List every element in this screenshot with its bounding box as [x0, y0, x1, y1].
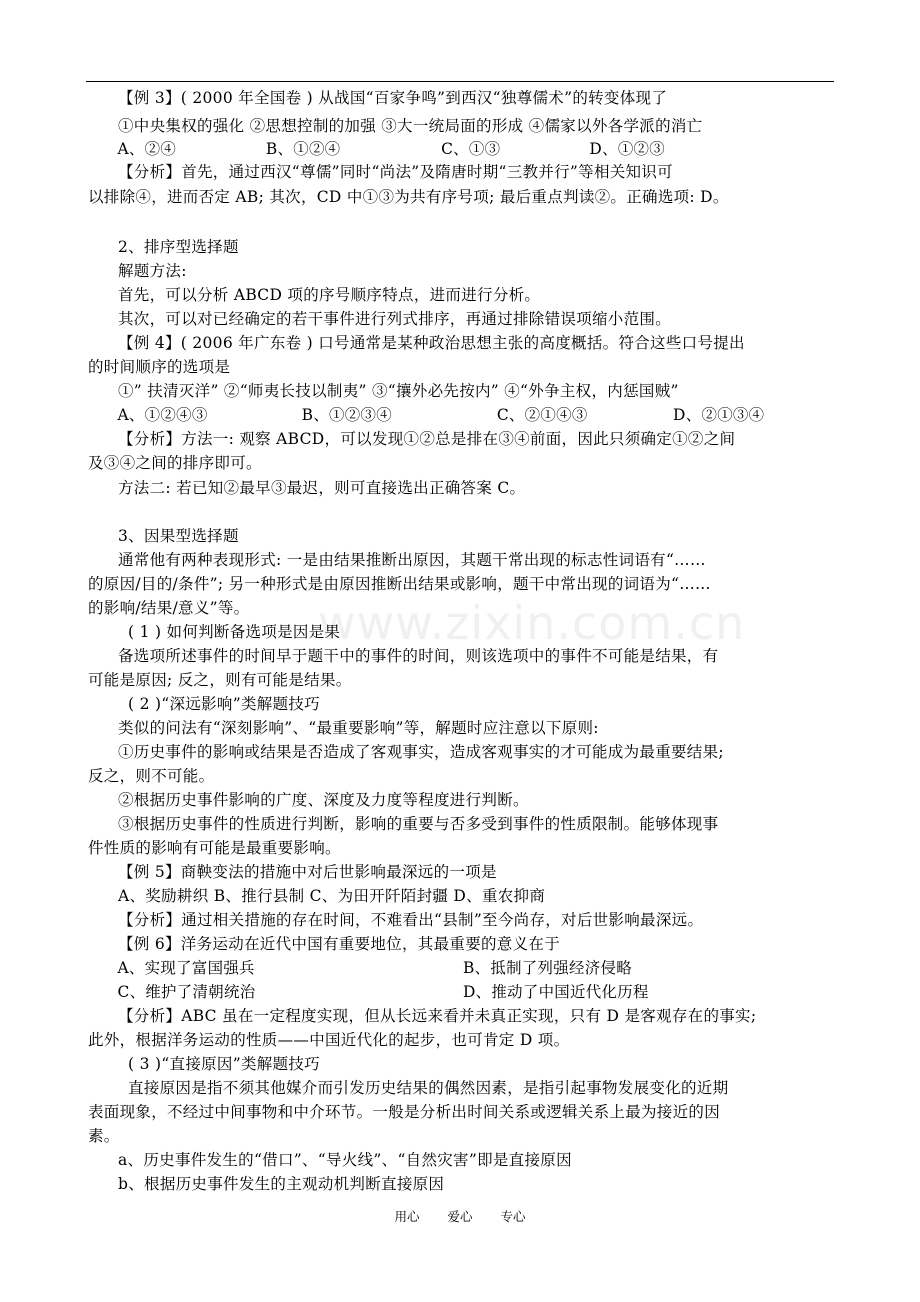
example-4-question: 【例 4】( 2006 年广东卷 ) 口号通常是某种政治思想主张的高度概括。符合这些口号提出 — [118, 334, 745, 352]
principle-1: ①历史事件的影响或结果是否造成了客观事实，造成客观事实的才可能成为最重要结果; — [118, 743, 724, 761]
option-d: D、②①③④ — [673, 406, 765, 424]
method-step-1: 首先，可以分析 ABCD 项的序号顺序特点，进而进行分析。 — [118, 286, 541, 304]
option-c: C、①③ — [441, 140, 501, 158]
option-c: C、维护了清朝统治 — [117, 983, 256, 1001]
example-6-analysis: 【分析】ABC 虽在一定程度实现，但从长远来看并未真正实现，只有 D 是客观存在的事实; — [118, 1007, 757, 1025]
principle-3-cont: 件性质的影响有可能是最重要影响。 — [88, 839, 341, 857]
option-d: D、①②③ — [589, 140, 666, 158]
footer-text: 爱心 — [447, 1209, 473, 1224]
subsection-2-heading: ( 2 )“深远影响”类解题技巧 — [128, 695, 320, 713]
section-3-intro-cont: 的原因/目的/条件”; 另一种形式是由原因推断出结果或影响，题干中常出现的词语为“…… — [88, 575, 711, 593]
subsection-1-heading: ( 1 ) 如何判断备选项是因是果 — [128, 623, 341, 641]
principle-2: ②根据历史事件影响的广度、深度及力度等程度进行判断。 — [118, 791, 529, 809]
example-3-statements: ①中央集权的强化 ②思想控制的加强 ③大一统局面的形成 ④儒家以外各学派的消亡 — [118, 117, 703, 135]
example-5-analysis: 【分析】通过相关措施的存在时间，不难看出“县制”至今尚存，对后世影响最深远。 — [118, 911, 704, 929]
example-4-slogans: ①” 扶清灭洋” ②“师夷长技以制夷” ③“攘外必先按内” ④“外争主权，内惩国贼” — [118, 382, 679, 400]
subsection-2-intro: 类似的问法有“深刻影响”、“最重要影响”等，解题时应注意以下原则: — [118, 719, 599, 737]
subsection-3-text-end: 素。 — [88, 1127, 120, 1145]
option-a: A、实现了富国强兵 — [117, 959, 255, 977]
method-step-2: 其次，可以对已经确定的若干事件进行列式排序，再通过排除错误项缩小范围。 — [118, 310, 672, 328]
method-label: 解题方法: — [118, 262, 187, 280]
option-c: C、②①④③ — [496, 406, 588, 424]
example-3-analysis-cont: 以排除④，进而否定 AB; 其次，CD 中①③为共有序号项; 最后重点判读②。正确选项: D。 — [88, 188, 729, 206]
option-a: A、②④ — [117, 140, 177, 158]
watermark-text: www.zixin.com.cn — [318, 596, 746, 650]
subsection-3-text: 直接原因是指不须其他媒介而引发历史结果的偶然因素，是指引起事物发展变化的近期 — [128, 1079, 729, 1097]
example-4-question-cont: 的时间顺序的选项是 — [88, 358, 231, 376]
section-3-intro: 通常他有两种表现形式: 一是由结果推断出原因，其题干常出现的标志性词语有“…… — [118, 551, 706, 569]
section-2-heading: 2、排序型选择题 — [118, 238, 239, 256]
section-3-heading: 3、因果型选择题 — [118, 527, 239, 545]
example-4-method-2: 方法二: 若已知②最早③最迟，则可直接选出正确答案 C。 — [118, 479, 526, 497]
principle-3: ③根据历史事件的性质进行判断，影响的重要与否多受到事件的性质限制。能够体现事 — [118, 815, 719, 833]
footer-text: 用心 — [394, 1209, 420, 1224]
option-b: B、抵制了列强经济侵略 — [462, 959, 632, 977]
subsection-1-text-cont: 可能是原因; 反之，则有可能是结果。 — [88, 671, 352, 689]
example-3-question: 【例 3】( 2000 年全国卷 ) 从战国“百家争鸣”到西汉“独尊儒术”的转变体现了 — [118, 89, 668, 107]
example-4-analysis-cont: 及③④之间的排序即可。 — [88, 454, 262, 472]
header-rule — [86, 81, 834, 82]
example-3-analysis: 【分析】首先，通过西汉“尊儒”同时“尚法”及隋唐时期“三教并行”等相关知识可 — [118, 163, 673, 181]
option-b: B、①②③④ — [301, 406, 392, 424]
subsection-3-heading: ( 3 )“直接原因”类解题技巧 — [128, 1055, 320, 1073]
footer-text: 专心 — [500, 1209, 526, 1224]
example-6-question: 【例 6】洋务运动在近代中国有重要地位，其最重要的意义在于 — [118, 935, 560, 953]
principle-1-cont: 反之，则不可能。 — [88, 767, 215, 785]
subsection-3-text-cont: 表面现象，不经过中间事物和中介环节。一般是分析出时间关系或逻辑关系上最为接近的因 — [88, 1103, 721, 1121]
example-4-analysis: 【分析】方法一: 观察 ABCD，可以发现①②总是排在③④前面，因此只须确定①②之间 — [118, 430, 736, 448]
section-3-intro-end: 的影响/结果/意义”等。 — [88, 599, 250, 617]
rule-a: a、历史事件发生的“借口”、“导火线”、“自然灾害”即是直接原因 — [118, 1151, 572, 1169]
subsection-1-text: 备选项所述事件的时间早于题干中的事件的时间，则该选项中的事件不可能是结果，有 — [118, 647, 719, 665]
page-footer — [0, 1207, 920, 1225]
option-a: A、①②④③ — [117, 406, 208, 424]
rule-b: b、根据历史事件发生的主观动机判断直接原因 — [118, 1175, 445, 1193]
example-5-options: A、奖励耕织 B、推行县制 C、为田开阡陌封疆 D、重农抑商 — [118, 887, 546, 905]
option-d: D、推动了中国近代化历程 — [462, 983, 649, 1001]
option-b: B、①②④ — [265, 140, 341, 158]
example-5-question: 【例 5】商鞅变法的措施中对后世影响最深远的一项是 — [118, 863, 497, 881]
example-6-analysis-cont: 此外，根据洋务运动的性质——中国近代化的起步，也可肯定 D 项。 — [88, 1031, 570, 1049]
